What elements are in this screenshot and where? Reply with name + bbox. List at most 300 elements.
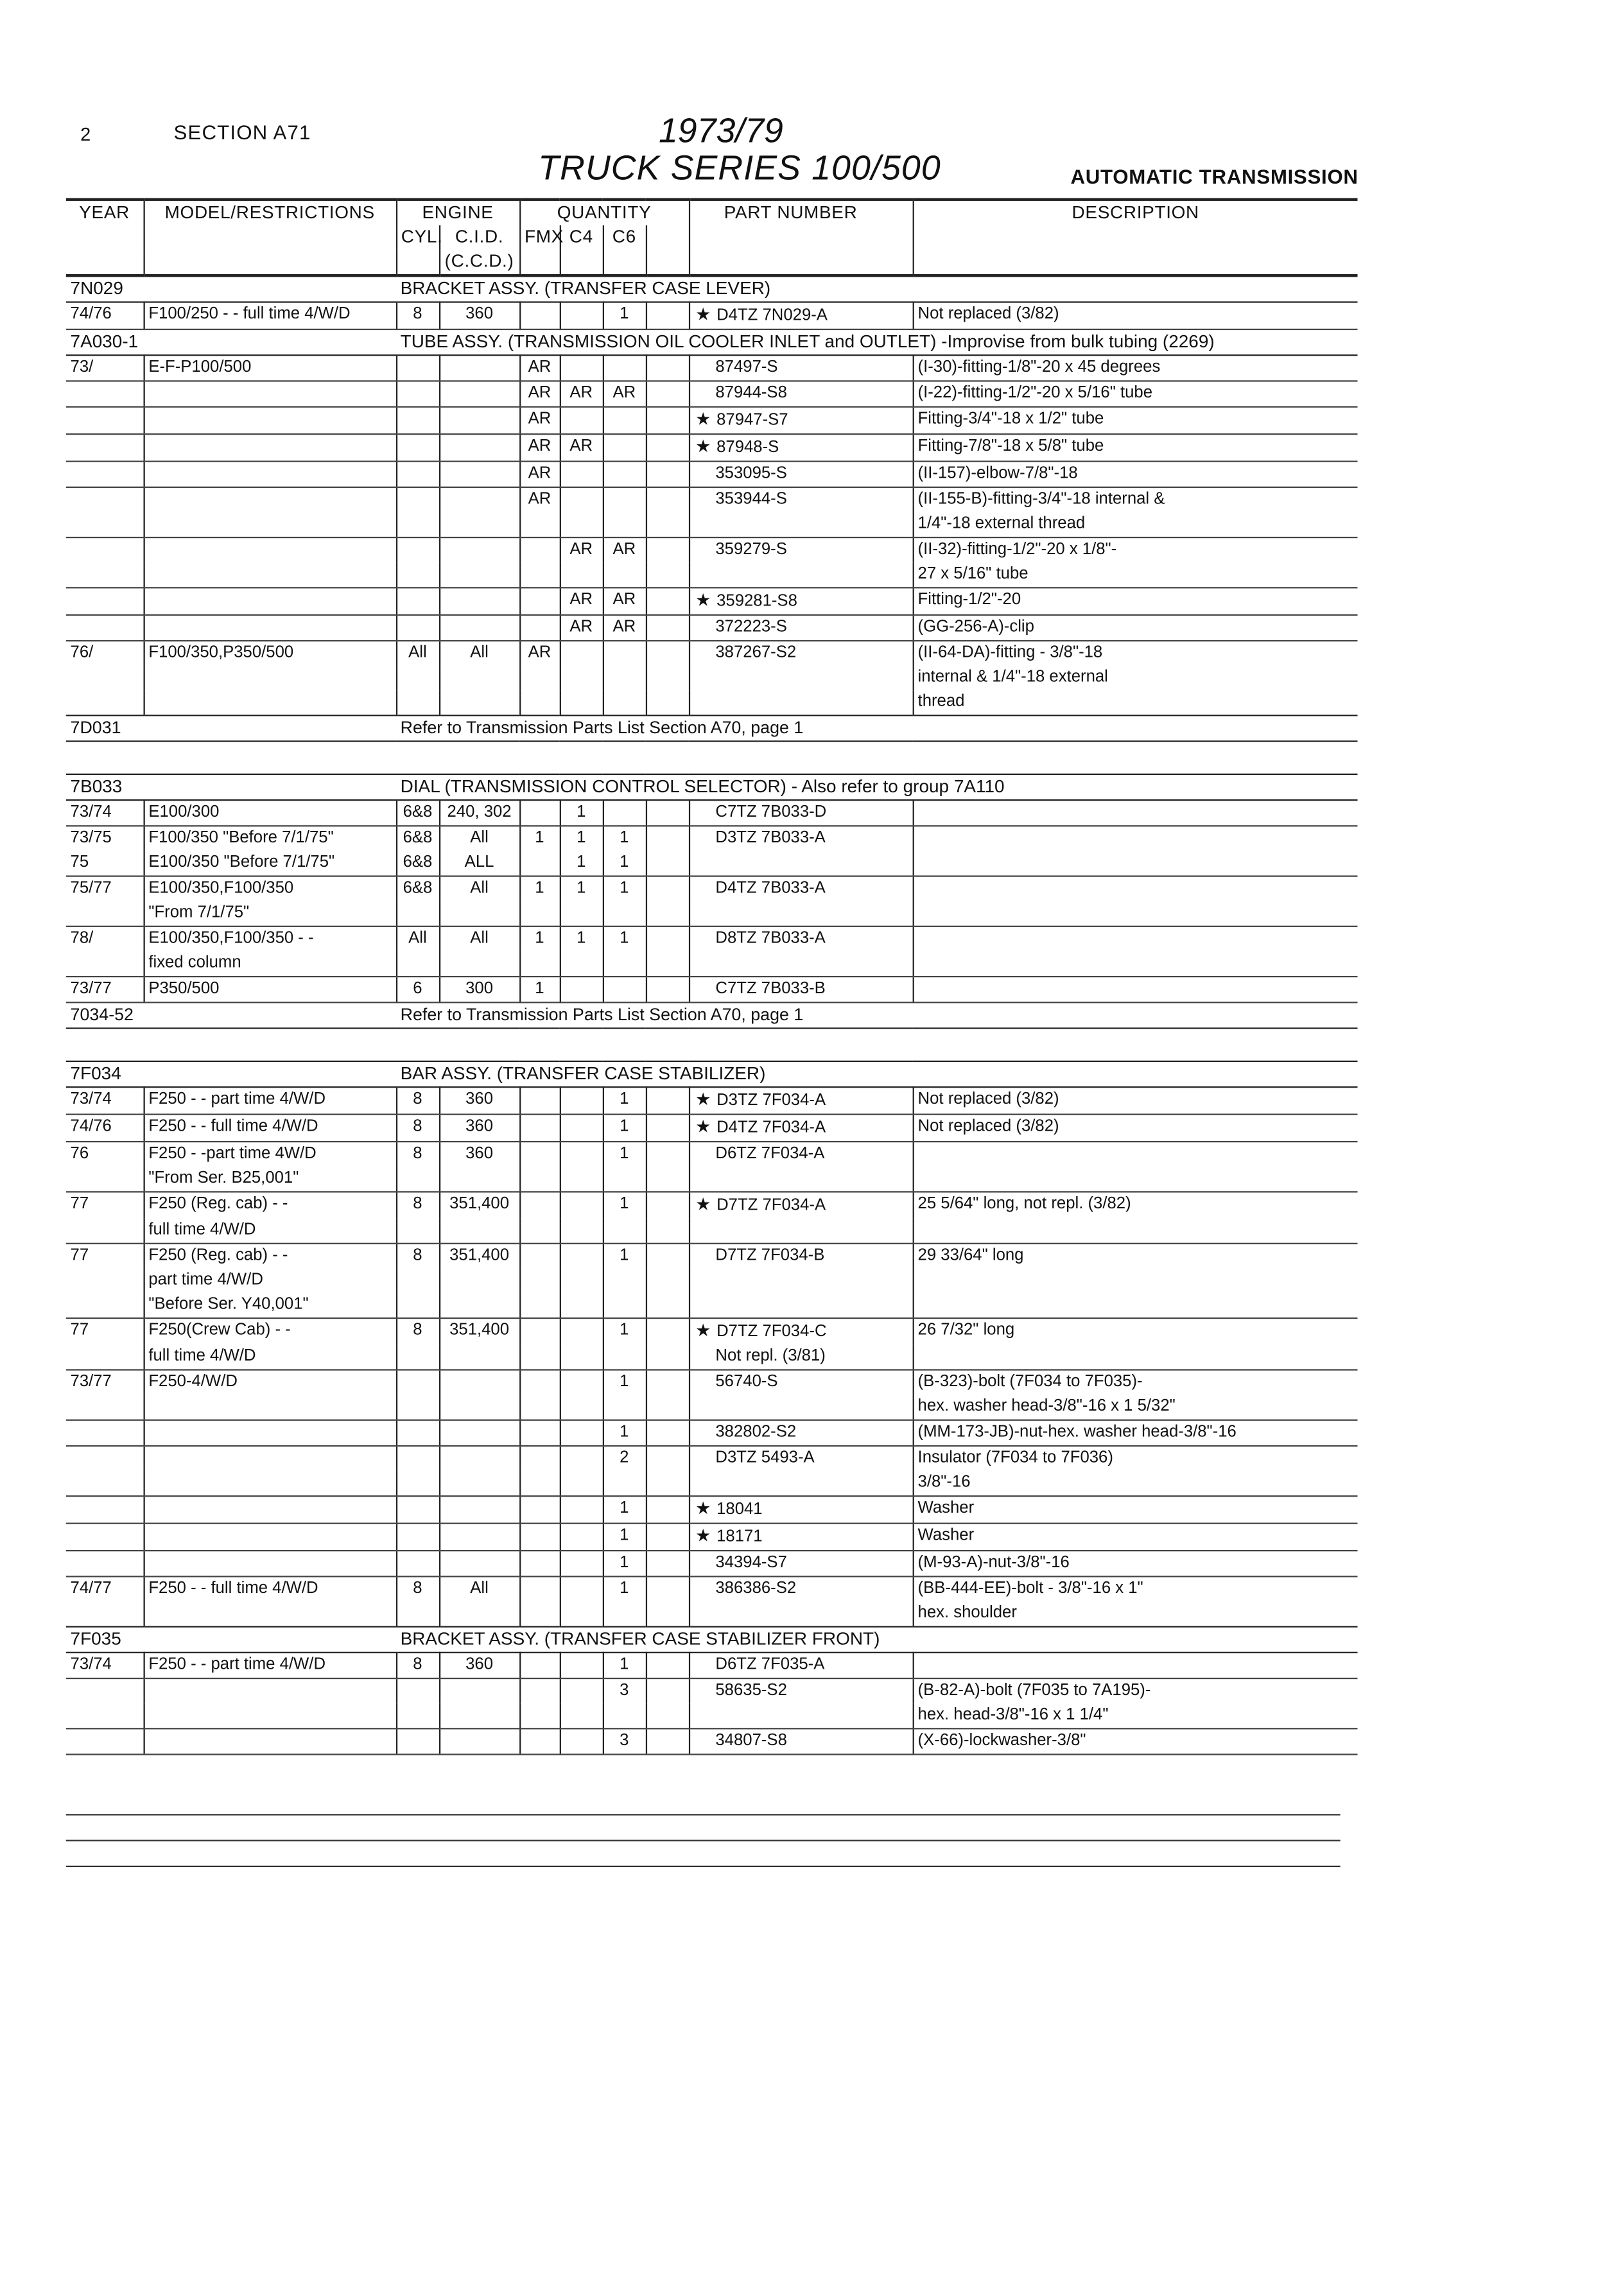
part-number-cell [689, 1395, 913, 1420]
cid-cell: 360 [439, 1087, 519, 1114]
fmx-qty-cell [519, 1293, 560, 1318]
fmx-qty-cell: 1 [519, 926, 560, 952]
part-number-cell [689, 1576, 913, 1601]
fmx-qty-cell: 1 [519, 977, 560, 1002]
cyl-cell [396, 690, 439, 715]
star-icon: ★ [695, 589, 711, 610]
reference-text: Refer to Transmission Parts List Section A70, page 1 [396, 1002, 1358, 1028]
fmx-qty-cell [519, 1703, 560, 1728]
year-cell [66, 587, 144, 614]
description-cell: (II-32)-fitting-1/2"-20 x 1/8"- [917, 541, 1117, 559]
description-cell [913, 977, 1358, 1002]
year-cell [66, 1167, 144, 1192]
description-cell: Not replaced (3/82) [913, 1115, 1358, 1142]
fmx-qty-cell [519, 302, 560, 329]
qty-extra-cell [646, 355, 689, 381]
fmx-qty-cell [519, 1115, 560, 1142]
cid-cell: 360 [439, 302, 519, 329]
part-number-cell [689, 512, 913, 537]
cyl-cell: 6 [396, 977, 439, 1002]
model-cell: "From Ser. B25,001" [144, 1167, 396, 1192]
c4-qty-cell [560, 1446, 603, 1471]
table-row [66, 1446, 1358, 1471]
model-cell: E100/350 "Before 7/1/75" [144, 851, 396, 876]
cid-cell [439, 487, 519, 512]
description-cell: (BB-444-EE)-bolt - 3/8"-16 x 1" [917, 1579, 1143, 1597]
part-number-cell [689, 1167, 913, 1192]
c6-qty-cell [603, 901, 646, 926]
reference-row [66, 715, 1358, 741]
cid-cell [439, 1219, 519, 1244]
c6-qty-cell [603, 1395, 646, 1420]
description-cell: internal & 1/4"-18 external [917, 668, 1108, 686]
c4-qty-cell [560, 1219, 603, 1244]
c6-qty-cell [603, 1344, 646, 1370]
part-number-cell [689, 1293, 913, 1318]
cid-cell [439, 355, 519, 381]
col-cyl: CYL. [396, 225, 439, 250]
part-number: D6TZ 7F034-A [715, 1145, 825, 1163]
c4-qty-cell [560, 666, 603, 690]
cyl-cell [396, 1471, 439, 1496]
table-row [66, 537, 1358, 562]
year-cell: 73/74 [66, 1653, 144, 1678]
year-cell: 74/77 [66, 1576, 144, 1601]
qty-extra-cell [646, 434, 689, 461]
group-code: 7D031 [66, 715, 396, 741]
model-cell: E-F-P100/500 [144, 355, 396, 381]
c6-qty-cell [603, 512, 646, 537]
c6-qty-cell [603, 407, 646, 434]
blank-rule [66, 1814, 1341, 1815]
cyl-cell: 6&8 [396, 876, 439, 901]
cid-cell [439, 1678, 519, 1703]
part-number: D7TZ 7F034-C [716, 1323, 827, 1341]
group-title: TUBE ASSY. (TRANSMISSION OIL COOLER INLET and OUTLET) -Improvise from bulk tubing (2269) [396, 329, 1358, 355]
fmx-qty-cell [519, 1142, 560, 1167]
c4-qty-cell [560, 1576, 603, 1601]
model-cell: F250 - -part time 4W/D [144, 1142, 396, 1167]
qty-extra-cell [646, 977, 689, 1002]
group-code: 7034-52 [66, 1002, 396, 1028]
cid-cell [439, 381, 519, 406]
c6-qty-cell: 1 [603, 1496, 646, 1523]
table-row [66, 434, 1358, 461]
description-cell: Insulator (7F034 to 7F036) [917, 1449, 1113, 1467]
cid-cell [439, 1293, 519, 1318]
description-cell: hex. shoulder [917, 1604, 1017, 1622]
cid-cell [439, 434, 519, 461]
part-number-cell [689, 487, 913, 512]
description-cell: 27 x 5/16" tube [913, 562, 1358, 587]
col-description: DESCRIPTION [913, 200, 1358, 225]
col-year: YEAR [66, 200, 144, 225]
c4-qty-cell: AR [560, 381, 603, 406]
table-row [66, 1576, 1358, 1601]
cyl-cell [396, 381, 439, 406]
model-cell: F250 - - full time 4/W/D [144, 1115, 396, 1142]
table-row [66, 1496, 1358, 1523]
cyl-cell [396, 487, 439, 512]
qty-extra-cell [646, 1344, 689, 1370]
qty-extra-cell [646, 1370, 689, 1395]
qty-extra-cell [646, 1446, 689, 1471]
c4-qty-cell [560, 562, 603, 587]
cyl-cell [396, 1601, 439, 1626]
c6-qty-cell: 1 [603, 1653, 646, 1678]
fmx-qty-cell [519, 1576, 560, 1601]
c6-qty-cell [603, 952, 646, 977]
table-row [66, 1269, 1358, 1293]
qty-extra-cell [646, 1293, 689, 1318]
cid-cell [439, 512, 519, 537]
c4-qty-cell [560, 462, 603, 487]
table-row [66, 641, 1358, 666]
fmx-qty-cell [519, 562, 560, 587]
description-cell: (GG-256-A)-clip [913, 615, 1358, 641]
part-number-cell [689, 1115, 913, 1142]
cyl-cell [396, 1420, 439, 1446]
cyl-cell: 8 [396, 1318, 439, 1344]
c6-qty-cell: 1 [603, 302, 646, 329]
qty-extra-cell [646, 952, 689, 977]
part-number: C7TZ 7B033-D [715, 803, 827, 821]
description-cell: Washer [913, 1496, 1358, 1523]
c6-qty-cell: 1 [603, 1142, 646, 1167]
qty-extra-cell [646, 1471, 689, 1496]
table-row [66, 1601, 1358, 1626]
qty-extra-cell [646, 615, 689, 641]
c4-qty-cell: AR [560, 434, 603, 461]
c4-qty-cell [560, 1192, 603, 1218]
part-number-cell [689, 537, 913, 562]
fmx-qty-cell: 1 [519, 876, 560, 901]
fmx-qty-cell [519, 851, 560, 876]
cyl-cell: 8 [396, 1576, 439, 1601]
cyl-cell [396, 462, 439, 487]
year-cell [66, 537, 144, 562]
group-code: 7A030-1 [66, 329, 396, 355]
table-row [66, 1293, 1358, 1318]
section-label: SECTION A71 [173, 120, 311, 144]
part-number: D4TZ 7F034-A [716, 1119, 826, 1137]
cid-cell [439, 1269, 519, 1293]
page-number: 2 [80, 123, 91, 145]
c6-qty-cell [603, 355, 646, 381]
qty-extra-cell [646, 1496, 689, 1523]
model-cell [144, 615, 396, 641]
star-icon: ★ [695, 1116, 711, 1137]
cyl-cell: 6&8 [396, 826, 439, 851]
c4-qty-cell [560, 407, 603, 434]
c4-qty-cell [560, 690, 603, 715]
qty-extra-cell [646, 926, 689, 952]
model-cell [144, 537, 396, 562]
cyl-cell [396, 666, 439, 690]
cyl-cell [396, 1703, 439, 1728]
part-number-cell [689, 462, 913, 487]
qty-extra-cell [646, 1244, 689, 1269]
model-cell [144, 512, 396, 537]
c4-qty-cell [560, 1601, 603, 1626]
description-cell: Fitting-3/4"-18 x 1/2" tube [913, 407, 1358, 434]
part-number: 34807-S8 [715, 1732, 787, 1750]
part-number-cell [689, 302, 913, 329]
reference-row [66, 1002, 1358, 1028]
cyl-cell: 8 [396, 1653, 439, 1678]
model-cell: F100/350 "Before 7/1/75" [144, 826, 396, 851]
c6-qty-cell: 1 [603, 1087, 646, 1114]
year-cell [66, 1551, 144, 1576]
year-cell: 74/76 [66, 1115, 144, 1142]
part-number: 359279-S [715, 541, 787, 559]
part-number-cell [689, 407, 913, 434]
table-row [66, 1219, 1358, 1244]
col-engine: ENGINE [396, 200, 519, 225]
c4-qty-cell: 1 [560, 826, 603, 851]
c4-qty-cell [560, 1115, 603, 1142]
qty-extra-cell [646, 1551, 689, 1576]
spacer-cell [66, 741, 1358, 774]
cyl-cell [396, 1269, 439, 1293]
qty-extra-cell [646, 1192, 689, 1218]
model-cell: F250-4/W/D [144, 1370, 396, 1395]
description-cell: (I-30)-fitting-1/8"-20 x 45 degrees [913, 355, 1358, 381]
model-cell [144, 1496, 396, 1523]
model-cell: F250 - - part time 4/W/D [144, 1087, 396, 1114]
fmx-qty-cell [519, 615, 560, 641]
model-cell [144, 487, 396, 512]
cid-cell: All [439, 926, 519, 952]
description-cell [913, 1653, 1358, 1678]
description-cell [913, 1344, 1358, 1370]
fmx-qty-cell [519, 1269, 560, 1293]
spacer-cell [66, 1029, 1358, 1061]
description-cell [913, 1293, 1358, 1318]
description-cell: Washer [913, 1524, 1358, 1551]
cyl-cell [396, 434, 439, 461]
c4-qty-cell [560, 1395, 603, 1420]
qty-extra-cell [646, 1395, 689, 1420]
fmx-qty-cell [519, 587, 560, 614]
part-number-cell [689, 641, 913, 666]
column-header-row [66, 200, 1358, 225]
model-cell: full time 4/W/D [144, 1344, 396, 1370]
c6-qty-cell [603, 562, 646, 587]
c4-qty-cell [560, 641, 603, 666]
model-cell: part time 4/W/D [144, 1269, 396, 1293]
c4-qty-cell [560, 1496, 603, 1523]
part-number-cell [689, 1728, 913, 1754]
model-cell [144, 1551, 396, 1576]
c4-qty-cell: 1 [560, 800, 603, 826]
c4-qty-cell [560, 1244, 603, 1269]
fmx-qty-cell [519, 1344, 560, 1370]
fmx-qty-cell [519, 1446, 560, 1471]
model-cell: "Before Ser. Y40,001" [144, 1293, 396, 1318]
year-cell [66, 1471, 144, 1496]
qty-extra-cell [646, 826, 689, 851]
model-cell [144, 1471, 396, 1496]
table-row [66, 1142, 1358, 1167]
fmx-qty-cell [519, 1318, 560, 1344]
c6-qty-cell [603, 1167, 646, 1192]
c4-qty-cell [560, 302, 603, 329]
qty-extra-cell [646, 407, 689, 434]
cyl-cell [396, 1678, 439, 1703]
description-cell: (II-157)-elbow-7/8"-18 [913, 462, 1358, 487]
c6-qty-cell [603, 1703, 646, 1728]
group-title: BRACKET ASSY. (TRANSFER CASE STABILIZER FRONT) [396, 1627, 1358, 1653]
cid-cell [439, 587, 519, 614]
table-row [66, 1318, 1358, 1344]
cyl-cell: 8 [396, 1192, 439, 1218]
year-cell [66, 1420, 144, 1446]
c4-qty-cell [560, 1524, 603, 1551]
star-icon: ★ [695, 304, 711, 325]
part-number-cell [689, 562, 913, 587]
table-row [66, 381, 1358, 406]
cyl-cell: 8 [396, 1244, 439, 1269]
cid-cell [439, 1728, 519, 1754]
cid-cell [439, 462, 519, 487]
table-row [66, 690, 1358, 715]
part-number-cell [689, 1244, 913, 1269]
part-number-cell [689, 666, 913, 690]
fmx-qty-cell [519, 1551, 560, 1576]
year-cell [66, 1219, 144, 1244]
fmx-qty-cell [519, 690, 560, 715]
cid-cell [439, 1446, 519, 1471]
table-row [66, 826, 1358, 851]
year-cell [66, 1524, 144, 1551]
series-title: TRUCK SERIES 100/500 [538, 149, 941, 188]
table-row [66, 587, 1358, 614]
qty-extra-cell [646, 1087, 689, 1114]
year-cell: 77 [66, 1244, 144, 1269]
col-ccd: (C.C.D.) [439, 250, 519, 275]
part-number: 56740-S [715, 1373, 778, 1391]
fmx-qty-cell: AR [519, 407, 560, 434]
cyl-cell [396, 1370, 439, 1395]
table-row [66, 1703, 1358, 1728]
part-number-cell [689, 1219, 913, 1244]
c6-qty-cell: 1 [603, 1244, 646, 1269]
c6-qty-cell [603, 1219, 646, 1244]
qty-extra-cell [646, 851, 689, 876]
qty-extra-cell [646, 666, 689, 690]
c6-qty-cell: 1 [603, 1318, 646, 1344]
cid-cell [439, 1395, 519, 1420]
cyl-cell [396, 1524, 439, 1551]
cyl-cell [396, 1219, 439, 1244]
qty-extra-cell [646, 537, 689, 562]
cyl-cell [396, 562, 439, 587]
parts-table [66, 198, 1358, 1755]
part-number: D3TZ 5493-A [715, 1449, 815, 1467]
c4-qty-cell [560, 1167, 603, 1192]
description-cell [913, 826, 1358, 851]
year-cell: 73/75 [66, 826, 144, 851]
table-row [66, 1087, 1358, 1114]
part-number-cell [689, 615, 913, 641]
cid-cell [439, 1551, 519, 1576]
model-cell: P350/500 [144, 977, 396, 1002]
c4-qty-cell [560, 1344, 603, 1370]
year-cell: 74/76 [66, 302, 144, 329]
part-number: D6TZ 7F035-A [715, 1656, 825, 1674]
table-row [66, 1167, 1358, 1192]
cid-cell: 360 [439, 1653, 519, 1678]
c6-qty-cell: 1 [603, 1370, 646, 1395]
part-number-cell [689, 381, 913, 406]
col-part-number: PART NUMBER [689, 200, 913, 225]
cyl-cell [396, 615, 439, 641]
cyl-cell [396, 537, 439, 562]
group-title: DIAL (TRANSMISSION CONTROL SELECTOR) - Also refer to group 7A110 [396, 774, 1358, 800]
part-number-cell [689, 901, 913, 926]
c4-qty-cell [560, 1703, 603, 1728]
c6-qty-cell [603, 1269, 646, 1293]
table-row [66, 1344, 1358, 1370]
cyl-cell [396, 587, 439, 614]
fmx-qty-cell: 1 [519, 826, 560, 851]
part-number-cell [689, 851, 913, 876]
qty-extra-cell [646, 1601, 689, 1626]
star-icon: ★ [695, 1498, 711, 1518]
fmx-qty-cell [519, 1087, 560, 1114]
col-quantity: QUANTITY [519, 200, 689, 225]
c4-qty-cell [560, 1318, 603, 1344]
c6-qty-cell [603, 1601, 646, 1626]
year-cell [66, 666, 144, 690]
table-row [66, 1728, 1358, 1754]
cyl-cell: 6&8 [396, 851, 439, 876]
part-number-cell [689, 1192, 913, 1218]
year-cell [66, 690, 144, 715]
c6-qty-cell [603, 800, 646, 826]
part-number-cell [689, 1703, 913, 1728]
reference-text: Refer to Transmission Parts List Section A70, page 1 [396, 715, 1358, 741]
fmx-qty-cell [519, 1395, 560, 1420]
part-number: D7TZ 7F034-A [716, 1197, 826, 1214]
star-icon: ★ [695, 409, 711, 430]
year-cell [66, 407, 144, 434]
part-number: 58635-S2 [715, 1682, 787, 1700]
model-cell: F250 (Reg. cab) - - [144, 1192, 396, 1218]
part-number-cell [689, 1344, 913, 1370]
year-cell [66, 1395, 144, 1420]
part-number-cell [689, 1142, 913, 1167]
model-cell: fixed column [144, 952, 396, 977]
cid-cell: 300 [439, 977, 519, 1002]
part-number-cell [689, 1496, 913, 1523]
c4-qty-cell [560, 512, 603, 537]
qty-extra-cell [646, 1678, 689, 1703]
qty-extra-cell [646, 562, 689, 587]
table-row [66, 926, 1358, 952]
cid-cell [439, 666, 519, 690]
qty-extra-cell [646, 487, 689, 512]
qty-extra-cell [646, 876, 689, 901]
qty-extra-cell [646, 1318, 689, 1344]
model-cell [144, 666, 396, 690]
description-cell: (II-155-B)-fitting-3/4"-18 internal & [917, 491, 1165, 509]
year-cell: 73/ [66, 355, 144, 381]
year-range-title: 1973/79 [658, 112, 783, 151]
part-number-cell [689, 1471, 913, 1496]
c6-qty-cell [603, 487, 646, 512]
